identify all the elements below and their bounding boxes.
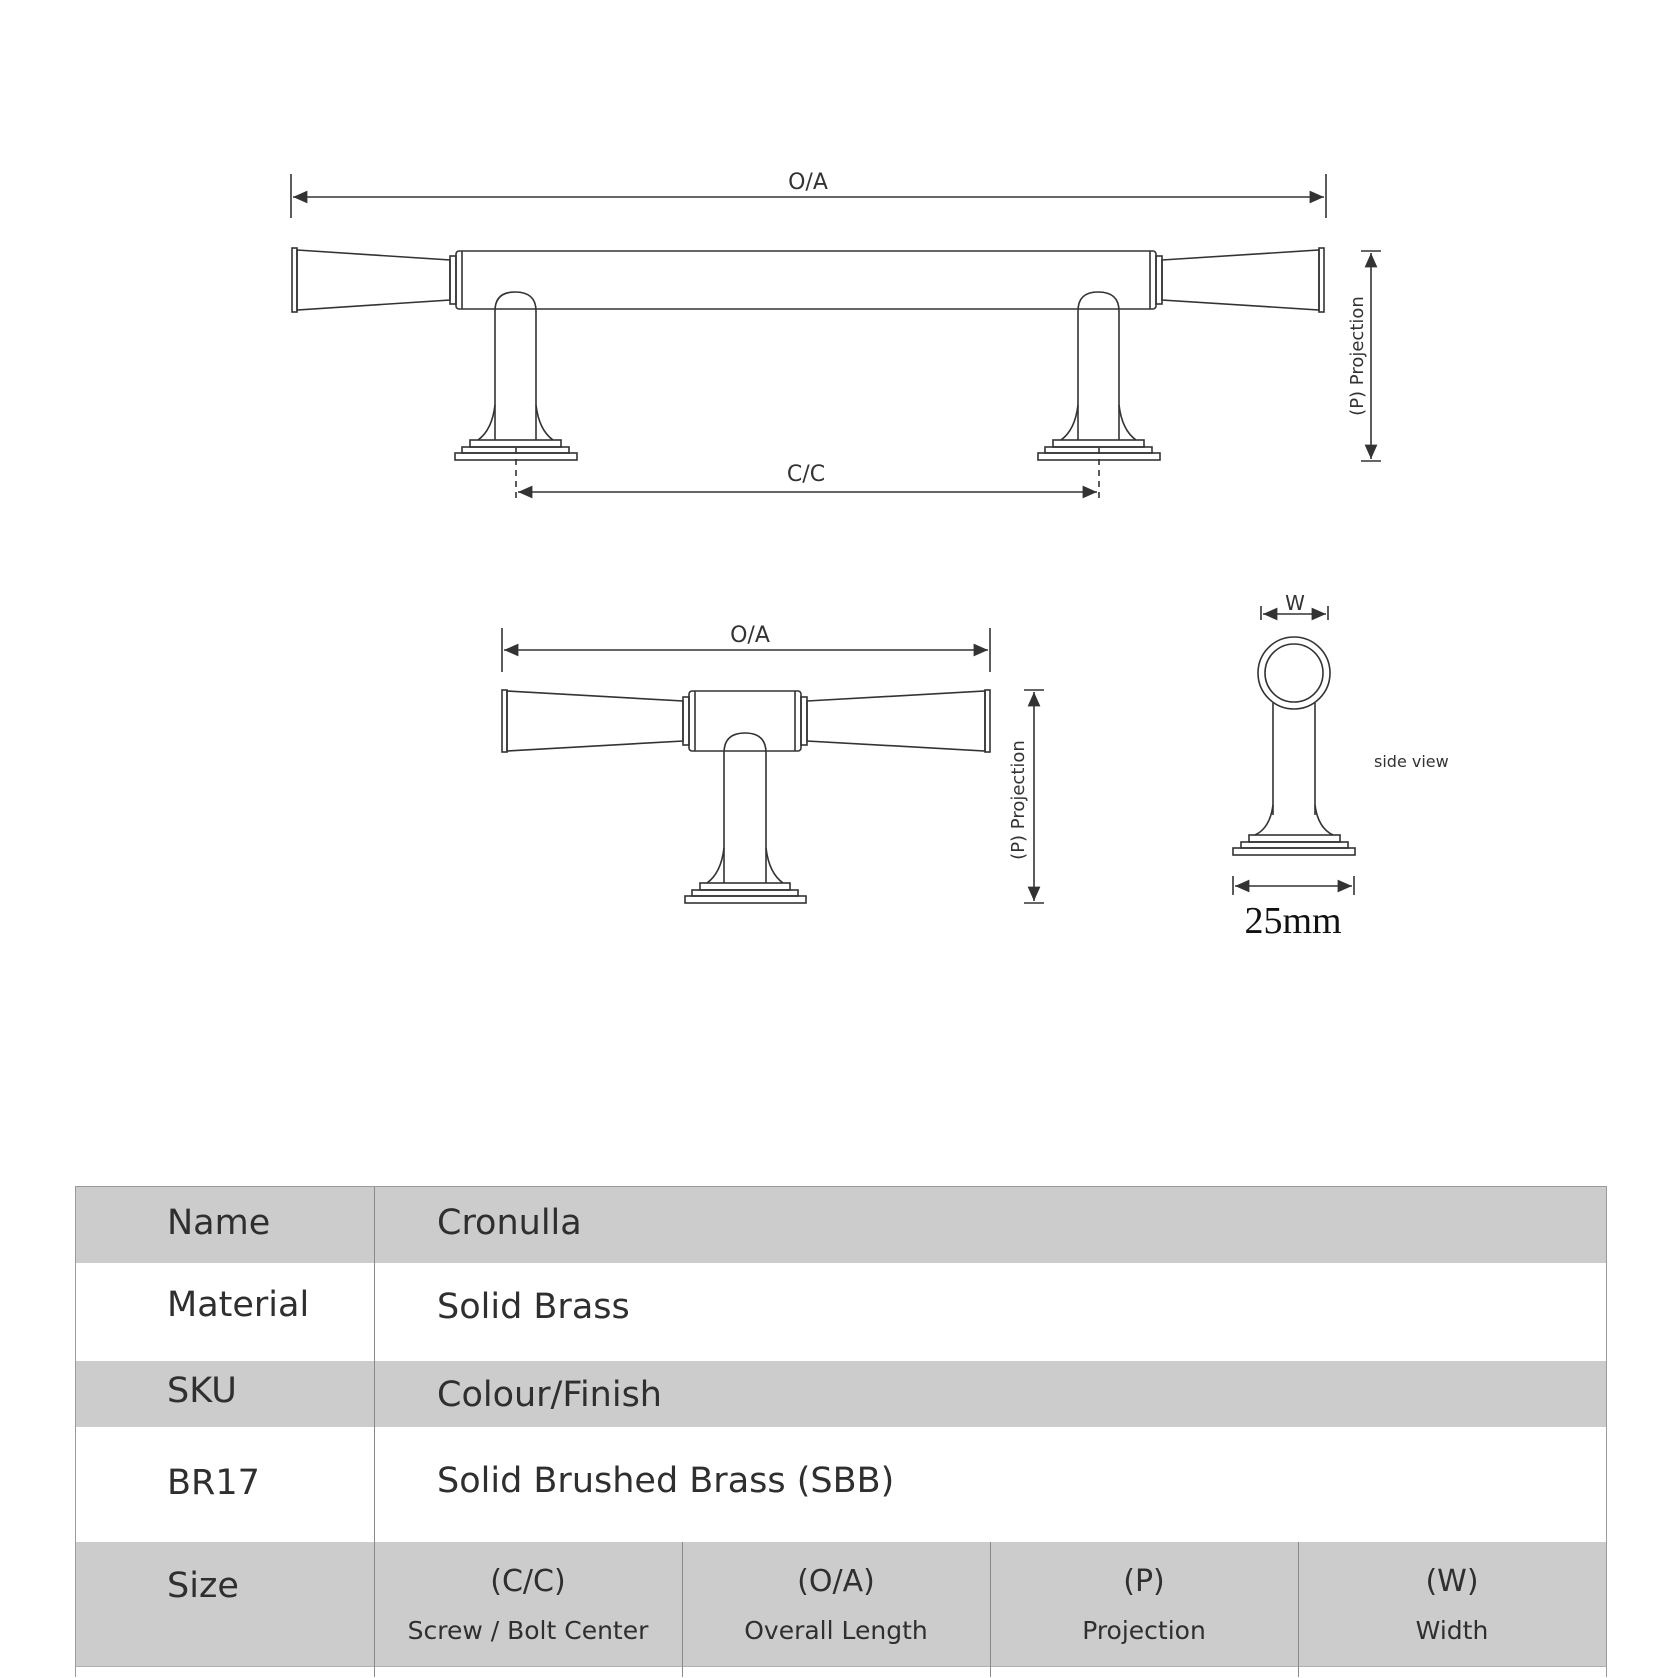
size-col-cc xyxy=(374,1542,682,1666)
size-values-row xyxy=(76,1666,1606,1678)
size-row xyxy=(76,1542,1606,1666)
size-col-p xyxy=(990,1542,1298,1666)
oa-label: O/A xyxy=(788,170,828,195)
projection-label: (P) Projection xyxy=(1347,296,1368,416)
size-desc-w: Width xyxy=(1415,1616,1489,1645)
size-label: Size xyxy=(167,1566,239,1606)
size-code-cc: (C/C) xyxy=(490,1564,566,1599)
size-desc-p: Projection xyxy=(1082,1616,1206,1645)
cc-label: C/C xyxy=(786,462,826,487)
size-code-oa: (O/A) xyxy=(797,1564,875,1599)
spec-table xyxy=(75,1186,1607,1677)
size-col-oa xyxy=(682,1542,990,1666)
name-label: Name xyxy=(167,1203,271,1243)
size-code-w: (W) xyxy=(1425,1564,1479,1599)
size-col-w xyxy=(1298,1542,1606,1666)
column-divider xyxy=(1298,1542,1299,1677)
width-label: W xyxy=(1285,591,1305,615)
size-code-p: (P) xyxy=(1123,1564,1165,1599)
column-divider xyxy=(990,1542,991,1677)
size-desc-cc: Screw / Bolt Center xyxy=(407,1616,649,1645)
sku-header-row xyxy=(76,1361,1606,1427)
material-row xyxy=(76,1263,1606,1361)
size-desc-oa: Overall Length xyxy=(744,1616,928,1645)
sku-value: BR17 xyxy=(167,1463,260,1503)
knob-front-view xyxy=(502,628,1044,903)
name-value: Cronulla xyxy=(437,1203,582,1243)
material-label: Material xyxy=(167,1285,310,1325)
base-dimension-label: 25mm xyxy=(1244,900,1342,942)
handle-top-view xyxy=(291,174,1381,500)
side-view xyxy=(1233,606,1355,895)
sku-row xyxy=(76,1427,1606,1542)
material-value: Solid Brass xyxy=(437,1287,630,1327)
finish-value: Solid Brushed Brass (SBB) xyxy=(437,1461,895,1501)
side-view-caption: side view xyxy=(1374,752,1449,771)
sku-label: SKU xyxy=(167,1371,237,1411)
knob-oa-label: O/A xyxy=(730,623,770,648)
finish-label: Colour/Finish xyxy=(437,1375,662,1415)
knob-projection-label: (P) Projection xyxy=(1008,740,1029,860)
column-divider xyxy=(374,1187,375,1677)
column-divider xyxy=(682,1542,683,1677)
name-row xyxy=(76,1187,1606,1263)
